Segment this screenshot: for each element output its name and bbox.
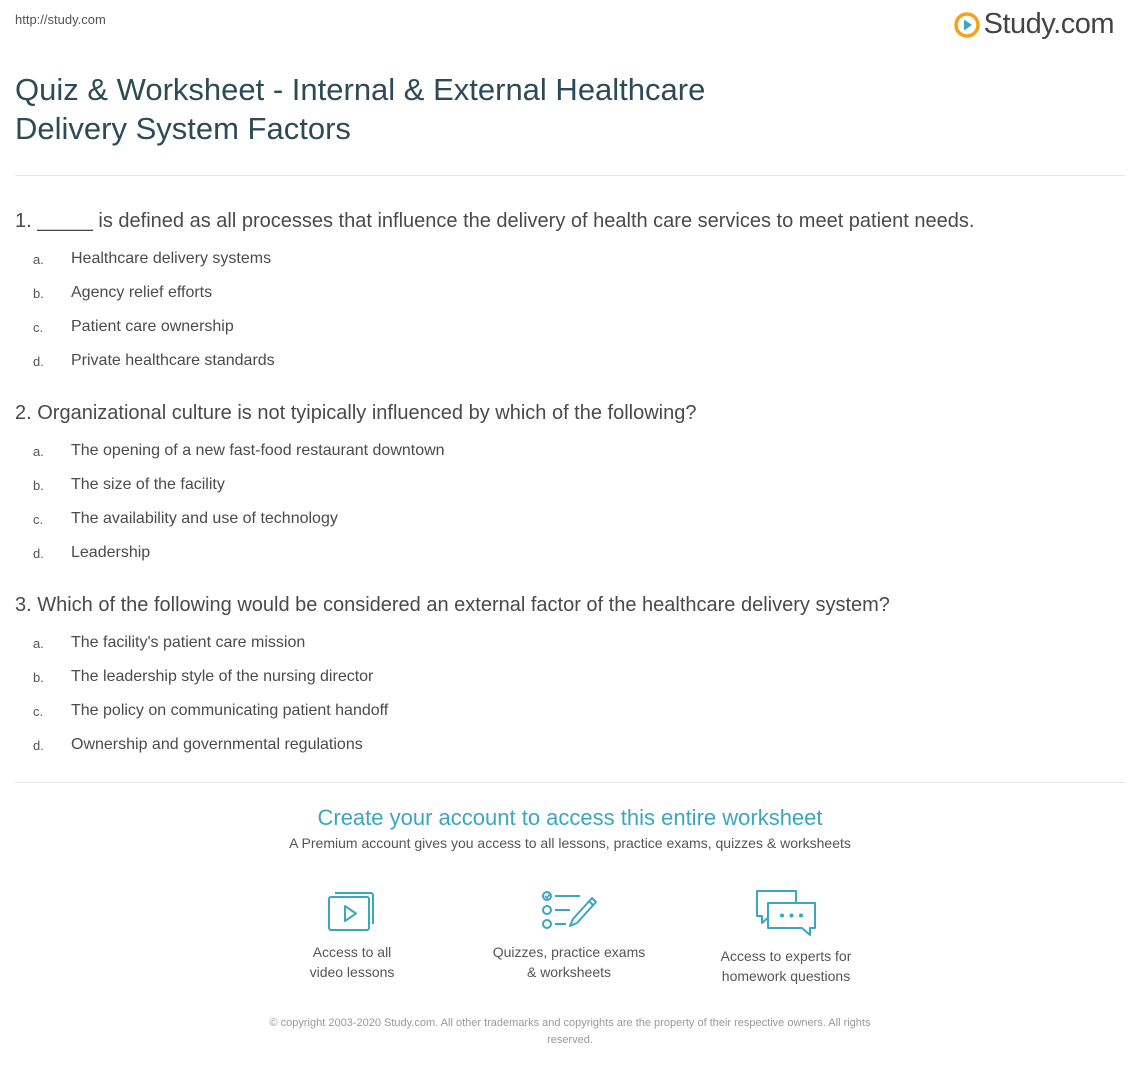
answer-option[interactable]: [15, 728, 1125, 762]
page-title-line-1: Quiz & Worksheet - Internal & External Healthcare: [15, 72, 706, 107]
divider-bottom: [15, 782, 1125, 783]
feature-label-line-2: homework questions: [721, 968, 851, 984]
page-title: [15, 70, 875, 148]
answer-letter: c.: [33, 319, 44, 335]
feature-label-line-2: video lessons: [309, 964, 395, 980]
page-title-line-2: Delivery System Factors: [15, 111, 351, 146]
answer-text: The availability and use of technology: [71, 510, 338, 527]
question-text: 3. Which of the following would be considered an external factor of the healthcare delivery system?: [15, 594, 890, 616]
answer-letter: c.: [33, 703, 44, 719]
answer-option[interactable]: [15, 468, 1125, 502]
answer-letter: b.: [33, 285, 44, 301]
copyright-line-1: © copyright 2003-2020 Study.com. All other trademarks and copyrights are the property of their respective owners. All rights: [269, 1017, 871, 1029]
quiz-checklist-icon: [540, 888, 598, 934]
question-1: [15, 208, 1125, 378]
answer-text: The opening of a new fast-food restaurant downtown: [71, 442, 445, 459]
answer-option[interactable]: [15, 660, 1125, 694]
answer-option[interactable]: [15, 626, 1125, 660]
answer-text: Private healthcare standards: [71, 352, 275, 369]
copyright-line-2: reserved.: [547, 1034, 593, 1046]
feature-label-line-1: Access to all: [312, 944, 392, 960]
answer-letter: b.: [33, 669, 44, 685]
answer-letter: d.: [33, 545, 44, 561]
question-2: [15, 400, 1125, 570]
video-lesson-icon: [326, 888, 378, 934]
answer-text: Patient care ownership: [71, 318, 234, 335]
answer-text: The size of the facility: [71, 476, 225, 493]
answer-letter: d.: [33, 353, 44, 369]
answer-option[interactable]: [15, 434, 1125, 468]
answer-text: The facility's patient care mission: [71, 634, 306, 651]
answer-letter: a.: [33, 635, 44, 651]
cta-title-link[interactable]: Create your account to access this entire worksheet: [317, 805, 823, 830]
feature-label-line-2: & worksheets: [526, 964, 612, 980]
copyright-notice: [215, 1015, 925, 1049]
answer-text: Healthcare delivery systems: [71, 250, 272, 267]
answer-option[interactable]: [15, 344, 1125, 378]
study-play-logo-icon: [954, 12, 980, 38]
cta-subtitle: A Premium account gives you access to all lessons, practice exams, quizzes & worksheets: [289, 835, 851, 851]
answer-text: Ownership and governmental regulations: [71, 736, 363, 753]
feature-quizzes: [474, 888, 664, 982]
answer-text: Agency relief efforts: [71, 284, 213, 301]
answer-letter: a.: [33, 443, 44, 459]
question-3: [15, 592, 1125, 762]
answer-letter: b.: [33, 477, 44, 493]
answer-option[interactable]: [15, 276, 1125, 310]
logo-text: Study.com: [983, 8, 1114, 40]
answer-option[interactable]: [15, 242, 1125, 276]
chat-bubbles-icon: [754, 888, 818, 938]
question-text: 1. _____ is defined as all processes that influence the delivery of health care services to meet patient needs.: [15, 210, 975, 232]
study-logo[interactable]: [954, 8, 1114, 41]
feature-video-lessons: [257, 888, 447, 982]
answer-option[interactable]: [15, 536, 1125, 570]
divider-top: [15, 175, 1125, 176]
answer-option[interactable]: [15, 694, 1125, 728]
answer-text: Leadership: [71, 544, 151, 561]
answer-option[interactable]: [15, 310, 1125, 344]
question-text: 2. Organizational culture is not tyipically influenced by which of the following?: [15, 402, 697, 424]
feature-label-line-1: Access to experts for: [720, 948, 852, 964]
feature-label-line-1: Quizzes, practice exams: [492, 944, 646, 960]
answer-text: The leadership style of the nursing director: [71, 668, 374, 685]
answer-letter: a.: [33, 251, 44, 267]
page-url: http://study.com: [15, 12, 106, 27]
feature-experts: [691, 888, 881, 986]
signup-cta: [0, 803, 1140, 851]
answer-option[interactable]: [15, 502, 1125, 536]
answer-letter: c.: [33, 511, 44, 527]
answer-letter: d.: [33, 737, 44, 753]
answer-text: The policy on communicating patient handoff: [71, 702, 389, 719]
